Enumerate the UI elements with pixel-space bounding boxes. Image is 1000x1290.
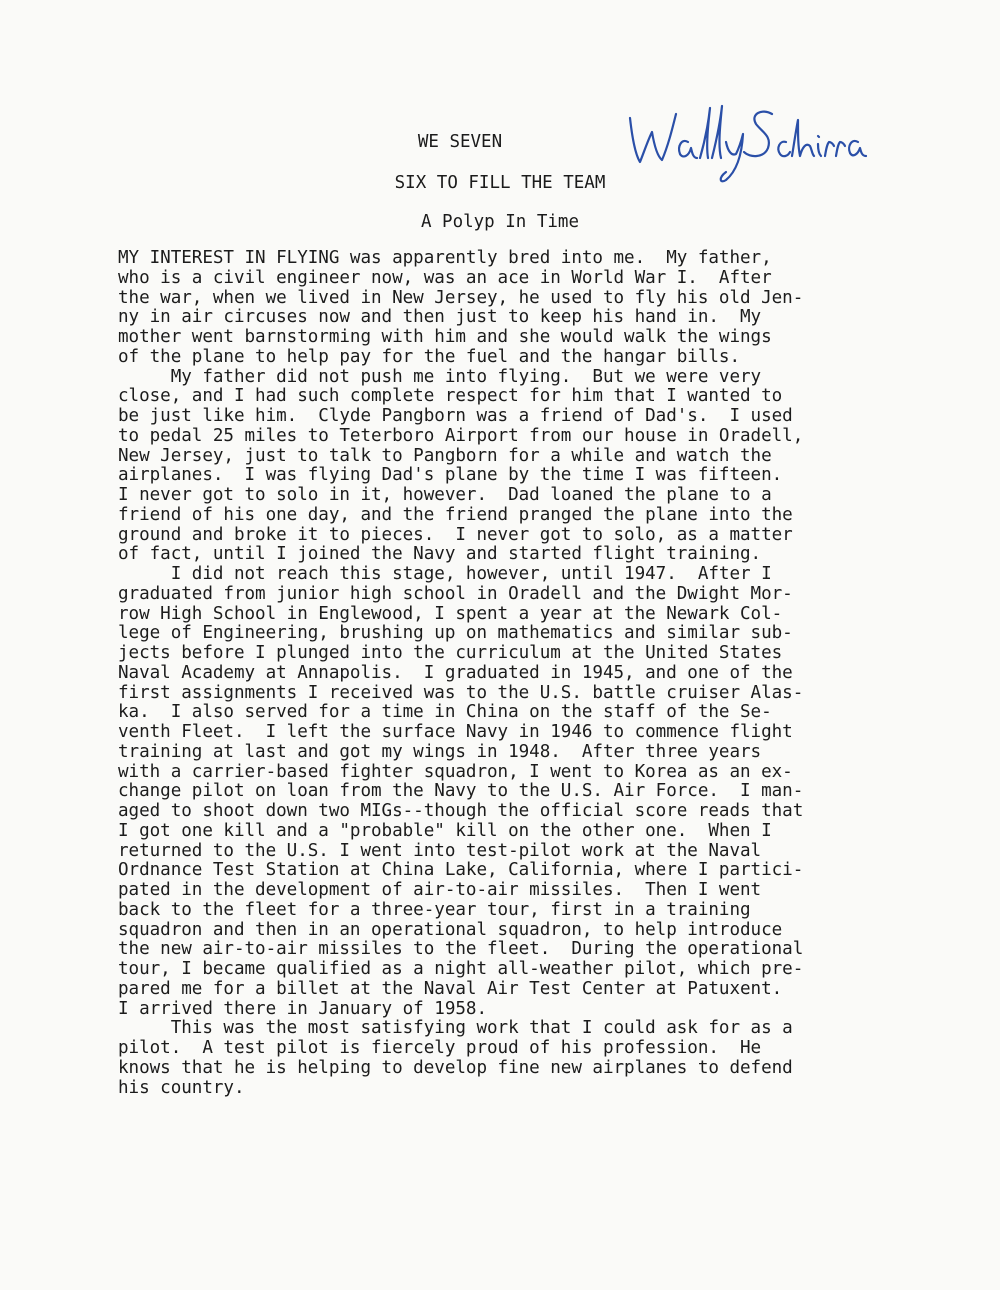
heading-a-polyp-in-time: A Polyp In Time — [420, 212, 580, 232]
text-line: returned to the U.S. I went into test-pilot work at the Naval — [118, 840, 762, 861]
text-line: MY INTEREST IN FLYING was apparently bred into me. My father, — [118, 248, 772, 268]
handwritten-signature — [622, 96, 872, 186]
text-line: mother went barnstorming with him and she would walk the wings — [118, 327, 772, 347]
text-line: his country. — [118, 1077, 245, 1098]
text-line: I got one kill and a "probable" kill on the other one. When I — [118, 820, 772, 841]
text-line: I did not reach this stage, however, until 1947. After I — [118, 564, 772, 584]
text-line: friend of his one day, and the friend pranged the plane into the — [118, 504, 793, 525]
text-line: This was the most satisfying work that I could ask for as a — [118, 1018, 793, 1039]
text-line: tour, I became qualified as a night all-weather pilot, which pre- — [118, 959, 804, 979]
text-line: lege of Engineering, brushing up on mathematics and similar sub- — [118, 623, 793, 644]
text-line: ny in air circuses now and then just to keep his hand in. My — [118, 307, 762, 328]
text-line: ground and broke it to pieces. I never got to solo, as a matter — [118, 524, 793, 545]
text-line: pated in the development of air-to-air missiles. Then I went — [118, 880, 762, 900]
text-line: jects before I plunged into the curriculum at the United States — [118, 643, 783, 663]
text-line: of the plane to help pay for the fuel and the hangar bills. — [118, 346, 740, 367]
heading-six-to-fill-the-team: SIX TO FILL THE TEAM — [394, 173, 606, 193]
text-line: venth Fleet. I left the surface Navy in 1946 to commence flight — [118, 722, 793, 742]
text-line: ka. I also served for a time in China on the staff of the Se- — [118, 702, 772, 723]
heading-we-seven: WE SEVEN — [417, 132, 503, 152]
text-line: New Jersey, just to talk to Pangborn for a while and watch the — [118, 445, 772, 466]
text-line: back to the fleet for a three-year tour, first in a training — [118, 899, 751, 920]
text-line: My father did not push me into flying. But we were very — [118, 366, 762, 387]
text-line: be just like him. Clyde Pangborn was a friend of Dad's. I used — [118, 406, 793, 426]
text-line: airplanes. I was flying Dad's plane by the time I was fifteen. — [118, 465, 783, 486]
text-line: with a carrier-based fighter squadron, I went to Korea as an ex- — [118, 761, 793, 782]
text-line: of fact, until I joined the Navy and started flight training. — [118, 544, 762, 565]
text-line: training at last and got my wings in 1948. After three years — [118, 741, 762, 762]
signature-drawing — [622, 96, 872, 186]
text-line: I arrived there in January of 1958. — [118, 998, 487, 1019]
text-line: to pedal 25 miles to Teterboro Airport from our house in Oradell, — [118, 425, 804, 446]
text-line: first assignments I received was to the U.S. battle cruiser Alas- — [118, 682, 804, 703]
text-line: knows that he is helping to develop fine new airplanes to defend — [118, 1057, 793, 1078]
text-line: squadron and then in an operational squadron, to help introduce — [118, 919, 783, 940]
text-line: row High School in Englewood, I spent a year at the Newark Col- — [118, 603, 783, 624]
text-line: the new air-to-air missiles to the fleet. During the operational — [118, 939, 804, 960]
text-line: Ordnance Test Station at China Lake, California, where I partici- — [118, 860, 804, 881]
text-line: close, and I had such complete respect for him that I wanted to — [118, 386, 783, 407]
text-line: who is a civil engineer now, was an ace in World War I. After — [118, 267, 772, 288]
text-line: pared me for a billet at the Naval Air Test Center at Patuxent. — [118, 978, 783, 999]
text-line: graduated from junior high school in Oradell and the Dwight Mor- — [118, 583, 793, 604]
document-body — [118, 249, 978, 1098]
text-line: I never got to solo in it, however. Dad loaned the plane to a — [118, 485, 772, 505]
text-line: aged to shoot down two MIGs--though the official score reads that — [118, 801, 804, 821]
text-line: change pilot on loan from the Navy to the U.S. Air Force. I man- — [118, 781, 804, 802]
text-line: the war, when we lived in New Jersey, he used to fly his old Jen- — [118, 287, 804, 308]
text-line: Naval Academy at Annapolis. I graduated in 1945, and one of the — [118, 662, 793, 683]
text-line: pilot. A test pilot is fiercely proud of his profession. He — [118, 1038, 762, 1058]
